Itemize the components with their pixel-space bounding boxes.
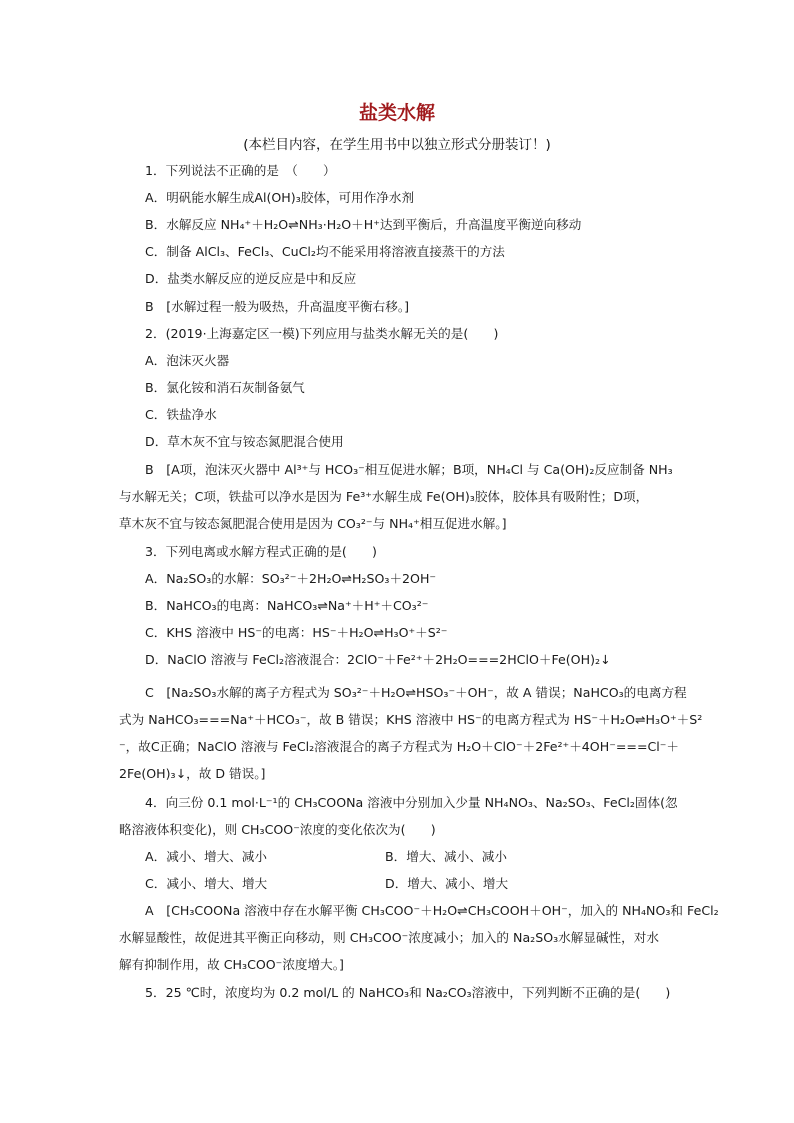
q1-option-b: B．水解反应 NH₄⁺＋H₂O⇌NH₃·H₂O＋H⁺达到平衡后，升高温度平衡逆向移动 (145, 217, 582, 232)
q3-answer-line3: ⁻，故C正确；NaClO 溶液与 FeCl₂溶液混合的离子方程式为 H₂O＋ClO⁻＋2Fe²⁺＋4OH⁻===Cl⁻＋ (119, 739, 680, 754)
page-subtitle: (本栏目内容，在学生用书中以独立形式分册装订！) (243, 137, 551, 153)
q5-stem: 5．25 ℃时，浓度均为 0.2 mol/L 的 NaHCO₃和 Na₂CO₃溶液中，下列判断不正确的是( ) (145, 985, 671, 1000)
q3-option-b: B．NaHCO₃的电离：NaHCO₃⇌Na⁺＋H⁺＋CO₃²⁻ (145, 598, 429, 613)
q3-option-c: C．KHS 溶液中 HS⁻的电离：HS⁻＋H₂O⇌H₃O⁺＋S²⁻ (145, 625, 448, 640)
q1-option-a: A．明矾能水解生成Al(OH)₃胶体，可用作净水剂 (145, 190, 415, 205)
q3-option-d: D．NaClO 溶液与 FeCl₂溶液混合：2ClO⁻＋Fe²⁺＋2H₂O===2HClO＋Fe(OH)₂↓ (145, 652, 611, 667)
q4-option-d: D．增大、减小、增大 (385, 876, 509, 891)
q2-answer-line2: 与水解无关；C项，铁盐可以净水是因为 Fe³⁺水解生成 Fe(OH)₃胶体，胶体具有吸附性；D项， (119, 489, 649, 504)
q1-answer: B [水解过程一般为吸热，升高温度平衡右移。] (145, 299, 410, 314)
q4-options-row1 (145, 848, 685, 866)
q2-option-b: B．氯化铵和消石灰制备氨气 (145, 380, 305, 395)
q3-stem: 3．下列电离或水解方程式正确的是( ) (145, 544, 377, 559)
q4-options-row2 (145, 875, 685, 893)
q4-stem-line2: 略溶液体积变化)，则 CH₃COO⁻浓度的变化依次为( ) (119, 822, 436, 837)
q4-stem-line1: 4．向三份 0.1 mol·L⁻¹的 CH₃COONa 溶液中分别加入少量 NH₄NO₃、Na₂SO₃、FeCl₂固体(忽 (145, 795, 678, 810)
q3-answer-line1: C [Na₂SO₃水解的离子方程式为 SO₃²⁻＋H₂O⇌HSO₃⁻＋OH⁻，故 A 错误；NaHCO₃的电离方程 (145, 685, 687, 700)
q4-answer-line2: 水解显酸性，故促进其平衡正向移动，则 CH₃COO⁻浓度减小；加入的 Na₂SO₃水解显碱性，对水 (119, 930, 659, 945)
q4-answer-line1: A [CH₃COONa 溶液中存在水解平衡 CH₃COO⁻＋H₂O⇌CH₃COOH＋OH⁻，加入的 NH₄NO₃和 FeCl₂ (145, 903, 719, 918)
q1-option-c: C．制备 AlCl₃、FeCl₃、CuCl₂均不能采用将溶液直接蒸干的方法 (145, 244, 505, 259)
q2-option-d: D．草木灰不宜与铵态氮肥混合使用 (145, 434, 344, 449)
q2-answer-line1: B [A项，泡沫灭火器中 Al³⁺与 HCO₃⁻相互促进水解；B项，NH₄Cl 与 Ca(OH)₂反应制备 NH₃ (145, 462, 673, 477)
q4-option-a: A．减小、增大、减小 (145, 849, 267, 864)
q4-option-c: C．减小、增大、增大 (145, 876, 268, 891)
q2-stem: 2．(2019·上海嘉定区一模)下列应用与盐类水解无关的是( ) (145, 326, 499, 341)
q2-option-a: A．泡沫灭火器 (145, 353, 230, 368)
q2-option-c: C．铁盐净水 (145, 407, 217, 422)
q3-answer-line2: 式为 NaHCO₃===Na⁺＋HCO₃⁻，故 B 错误；KHS 溶液中 HS⁻的电离方程式为 HS⁻＋H₂O⇌H₃O⁺＋S² (119, 712, 703, 727)
q1-option-d: D．盐类水解反应的逆反应是中和反应 (145, 271, 357, 286)
q2-answer-line3: 草木灰不宜与铵态氮肥混合使用是因为 CO₃²⁻与 NH₄⁺相互促进水解。] (119, 516, 507, 531)
q1-stem: 1．下列说法不正确的是 （ ） (145, 163, 336, 178)
page-title: 盐类水解 (358, 102, 435, 124)
q3-option-a: A．Na₂SO₃的水解：SO₃²⁻＋2H₂O⇌H₂SO₃＋2OH⁻ (145, 571, 437, 586)
q3-answer-line4: 2Fe(OH)₃↓，故 D 错误。] (119, 766, 266, 781)
q4-option-b: B．增大、减小、减小 (385, 849, 507, 864)
q4-answer-line3: 解有抑制作用，故 CH₃COO⁻浓度增大。] (119, 957, 344, 972)
